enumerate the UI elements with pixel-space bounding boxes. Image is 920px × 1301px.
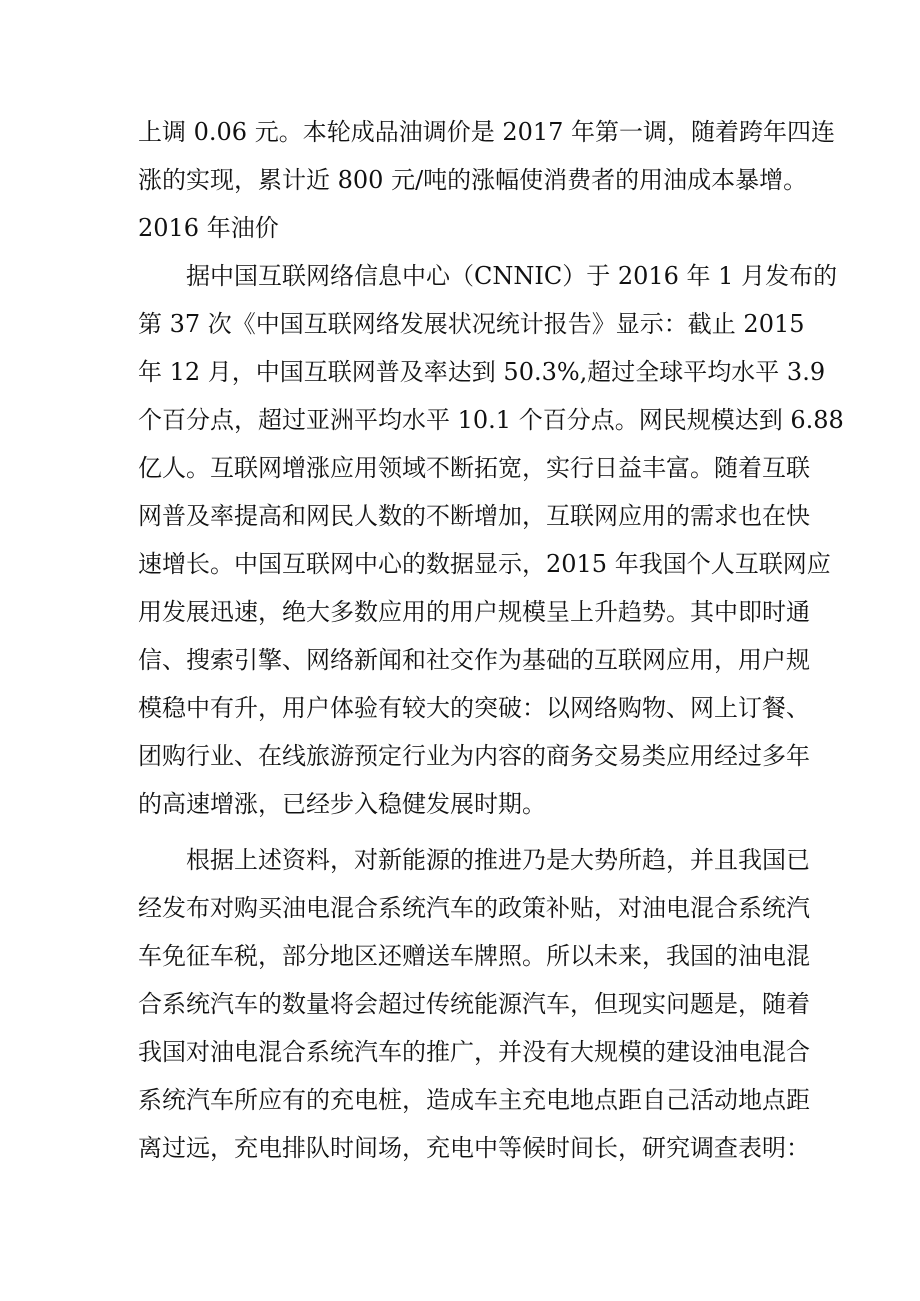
text-line-10: 速增长。中国互联网中心的数据显示，2015 年我国个人互联网应: [138, 550, 831, 578]
text-line-11: 用发展迅速，绝大多数应用的用户规模呈上升趋势。其中即时通: [138, 598, 810, 626]
text-line-5: 第 37 次《中国互联网络发展状况统计报告》显示：截止 2015: [138, 310, 805, 338]
text-line-1: 上调 0.06 元。本轮成品油调价是 2017 年第一调，随着跨年四连: [138, 118, 836, 146]
text-line-18: 车免征车税，部分地区还赠送车牌照。所以未来，我国的油电混: [138, 942, 810, 970]
text-line-20: 我国对油电混合系统汽车的推广，并没有大规模的建设油电混合: [138, 1038, 810, 1066]
text-line-6: 年 12 月，中国互联网普及率达到 50.3%,超过全球平均水平 3.9: [138, 358, 826, 386]
text-line-12: 信、搜索引擎、网络新闻和社交作为基础的互联网应用，用户规: [138, 646, 810, 674]
text-line-22: 离过远，充电排队时间场，充电中等候时间长，研究调查表明：: [138, 1134, 810, 1162]
text-line-17: 经发布对购买油电混合系统汽车的政策补贴，对油电混合系统汽: [138, 894, 810, 922]
text-line-2: 涨的实现，累计近 800 元/吨的涨幅使消费者的用油成本暴增。: [138, 166, 808, 194]
text-line-7: 个百分点，超过亚洲平均水平 10.1 个百分点。网民规模达到 6.88: [138, 406, 844, 434]
text-line-8: 亿人。互联网增涨应用领域不断拓宽，实行日益丰富。随着互联: [138, 454, 810, 482]
text-line-14: 团购行业、在线旅游预定行业为内容的商务交易类应用经过多年: [138, 742, 810, 770]
text-line-4: 据中国互联网络信息中心（CNNIC）于 2016 年 1 月发布的: [186, 262, 838, 290]
text-line-19: 合系统汽车的数量将会超过传统能源汽车，但现实问题是，随着: [138, 990, 810, 1018]
text-line-15: 的高速增涨，已经步入稳健发展时期。: [138, 790, 546, 818]
text-line-13: 模稳中有升，用户体验有较大的突破：以网络购物、网上订餐、: [138, 694, 810, 722]
text-line-9: 网普及率提高和网民人数的不断增加，互联网应用的需求也在快: [138, 502, 810, 530]
text-line-16: 根据上述资料，对新能源的推进乃是大势所趋，并且我国已: [186, 846, 810, 874]
text-line-21: 系统汽车所应有的充电桩，造成车主充电地点距自己活动地点距: [138, 1086, 810, 1114]
section-heading-2016-oil-price: 2016 年油价: [138, 214, 279, 242]
